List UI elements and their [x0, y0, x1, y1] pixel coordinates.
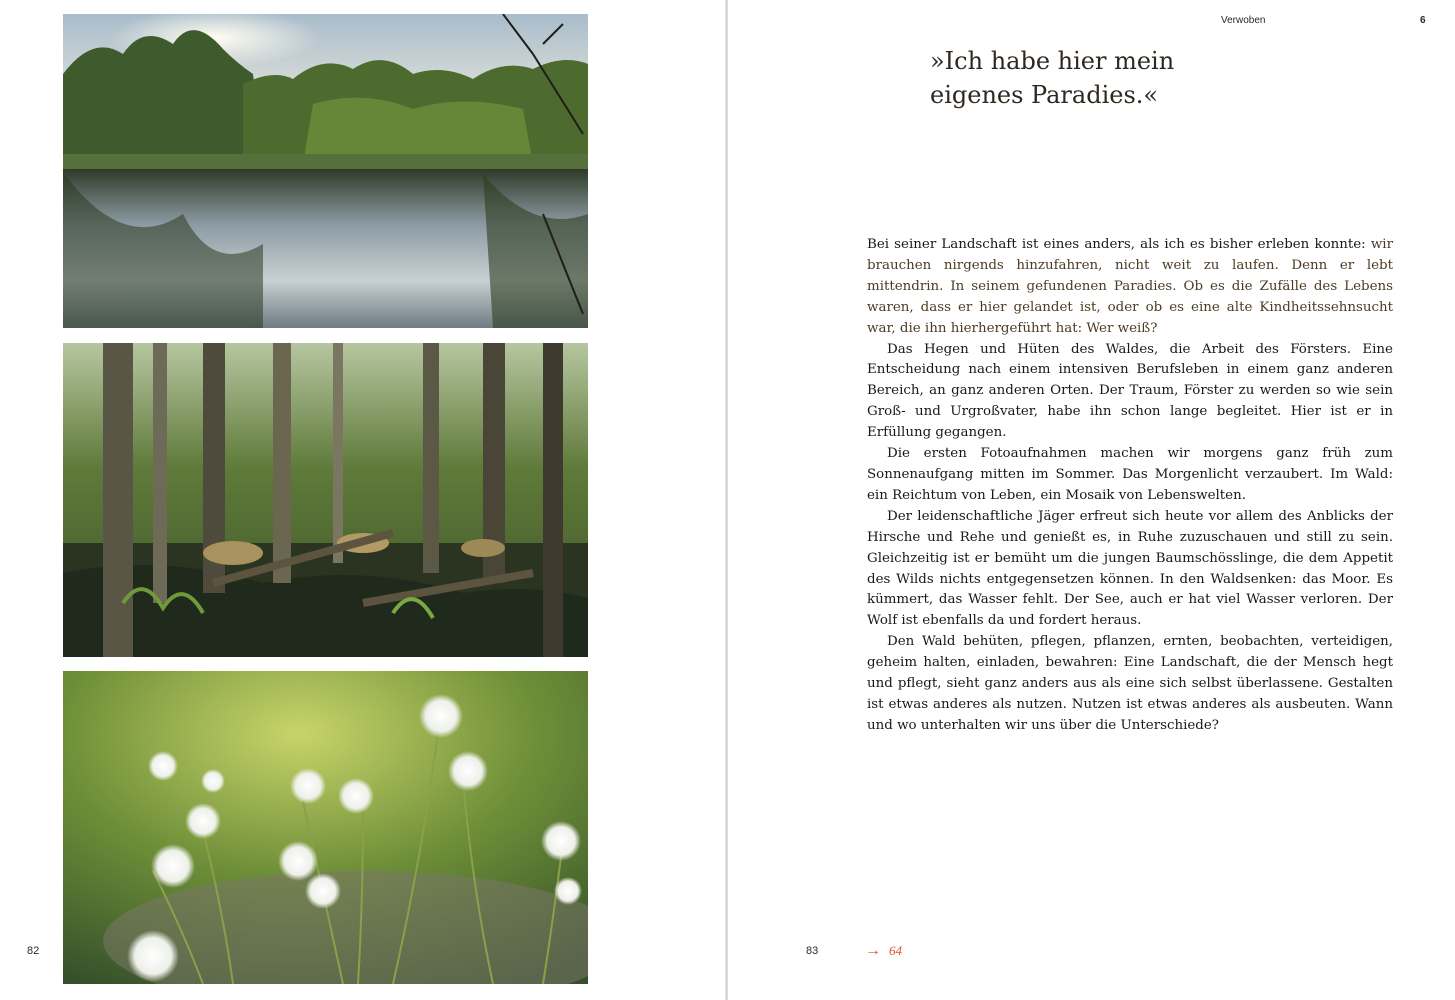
forest-lake-sunrise-photo — [63, 14, 588, 328]
pull-quote — [930, 44, 1230, 112]
cross-reference-page: 64 — [889, 943, 902, 958]
arrow-right-icon: → — [865, 942, 881, 959]
paragraph: Die ersten Fotoaufnahmen machen wir morgens ganz früh zum Sonnenaufgang mitten im Sommer. Das Morgenlicht verzaubert. Im Wald: ein Reichtum von Leben, ein Mosaik von Lebenswelten. — [867, 446, 1393, 503]
paragraph: Der leidenschaftliche Jäger erfreut sich heute vor allem des Anblicks der Hirsche und Rehe und genießt es, in Ruhe zuzuschauen und still zu sein. Gleichzeitig ist er bemüht um die jungen Baumschösslinge, die dem Appetit des Wilds nichts entgegensetzen können. In den Waldsenken: das Moor. Es kümmert, das Wasser fehlt. Der See, auch er hat viel Wasser verloren. Der Wolf ist ebenfalls da und fordert heraus. — [867, 508, 1393, 629]
paragraph — [867, 235, 1393, 340]
paragraph-lead: Bei seiner Landschaft ist eines anders, als ich es bisher erleben konnte: — [867, 237, 1371, 252]
cross-reference-link[interactable] — [865, 943, 902, 959]
paragraph-continuation: wir brauchen nirgends hinzufahren, nicht weit zu laufen. Denn er lebt mittendrin. In seinem gefundenen Paradies. Ob es die Zufälle des Lebens waren, dass er hier gelandet ist, oder ob es eine alte Kindheitssehnsucht war, die ihn hierhergeführt hat: Wer weiß? — [867, 237, 1393, 336]
swamp-forest-photo — [63, 343, 588, 657]
running-head: Verwoben — [1221, 15, 1266, 26]
right-page — [728, 0, 1455, 1000]
page-number-right: 83 — [806, 945, 819, 957]
chapter-number: 6 — [1420, 15, 1426, 26]
body-text — [867, 235, 1393, 737]
paragraph: Den Wald behüten, pflegen, pflanzen, ernten, beobachten, verteidigen, geheim halten, einladen, bewahren: Eine Landschaft, die der Mensch hegt und pflegt, sieht ganz anders aus als eine sich selbst überlassene. Gestalten ist etwas anderes als nutzen. Nutzen ist etwas anderes als ausbeuten. Wann und wo unterhalten wir uns über die Unterschiede? — [867, 634, 1393, 733]
cotton-grass-photo — [63, 671, 588, 984]
paragraph: Das Hegen und Hüten des Waldes, die Arbeit des Försters. Eine Entscheidung nach einem intensiven Berufsleben in einem ganz anderen Bereich, an ganz anderen Orten. Der Traum, Förster zu werden so wie sein Groß- und Urgroßvater, habe ihn schon lange begleitet. Hier ist er in Erfüllung gegangen. — [867, 341, 1393, 441]
left-page — [0, 0, 727, 1000]
pull-quote-line-2: eigenes Paradies.« — [930, 81, 1159, 109]
pull-quote-line-1: »Ich habe hier mein — [930, 47, 1175, 75]
page-number-left: 82 — [27, 945, 40, 957]
